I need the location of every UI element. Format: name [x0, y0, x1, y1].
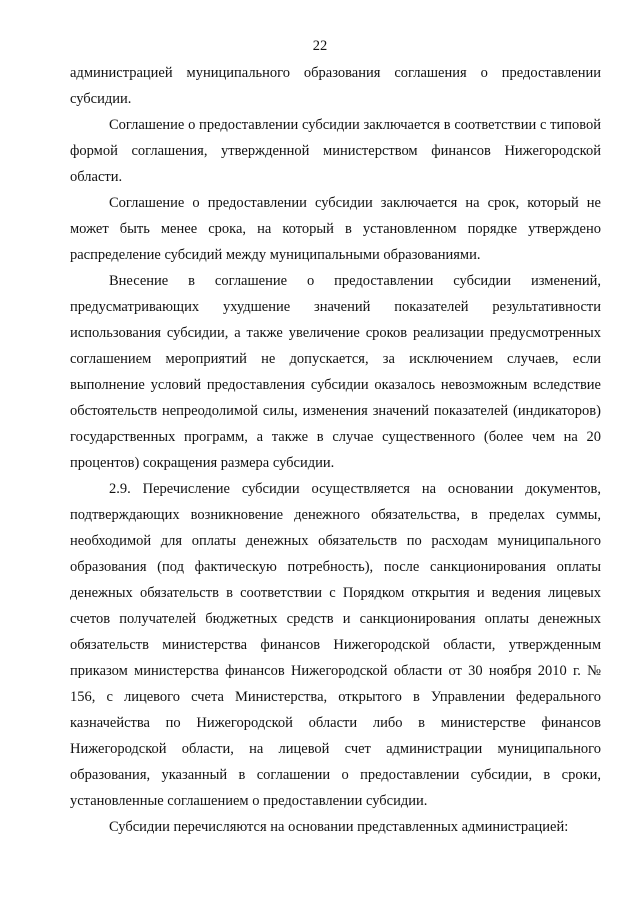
paragraph-section-2-9: 2.9. Перечисление субсидии осуществляется на основании документов, подтверждающих возникновение денежного обязательства, в пределах суммы, необходимой для оплаты денежных обязательств по расходам муниципального образования (под фактическую потребность), после санкционирования оплаты денежных обязательств в соответствии с Порядком открытия и ведения лицевых счетов получателей бюджетных средств и санкционирования оплаты денежных обязательств министерства финансов Нижегородской области, утвержденным приказом министерства финансов Нижегородской области от 30 ноября 2010 г. № 156, с лицевого счета Министерства, открытого в Управлении федерального казначейства по Нижегородской области либо в министерстве финансов Нижегородской области, на лицевой счет администрации муниципального образования, указанный в соглашении о предоставлении субсидии, в сроки, установленные соглашением о предоставлении субсидии. [70, 481, 601, 809]
paragraph-agreement-form: Соглашение о предоставлении субсидии заключается в соответствии с типовой формой соглашения, утвержденной министерством финансов Нижегородской области. [70, 117, 601, 185]
paragraph-subsidy-transfer: Субсидии перечисляются на основании представленных администрацией: [109, 819, 569, 835]
paragraph-continuation: администрацией муниципального образования соглашения о предоставлении субсидии. [70, 65, 601, 107]
paragraph-agreement-changes: Внесение в соглашение о предоставлении субсидии изменений, предусматривающих ухудшение значений показателей результативности использования субсидии, а также увеличение сроков реализации предусмотренных соглашением мероприятий не допускается, за исключением случаев, если выполнение условий предоставления субсидии оказалось невозможным вследствие обстоятельств непреодолимой силы, изменения значений показателей (индикаторов) государственных программ, а также в случае существенного (более чем на 20 процентов) сокращения размера субсидии. [70, 273, 601, 471]
page-number: 22 [312, 38, 328, 54]
document-body [70, 60, 601, 840]
paragraph-agreement-term: Соглашение о предоставлении субсидии заключается на срок, который не может быть менее срока, на который в установленном порядке утверждено распределение субсидий между муниципальными образованиями. [70, 195, 601, 263]
